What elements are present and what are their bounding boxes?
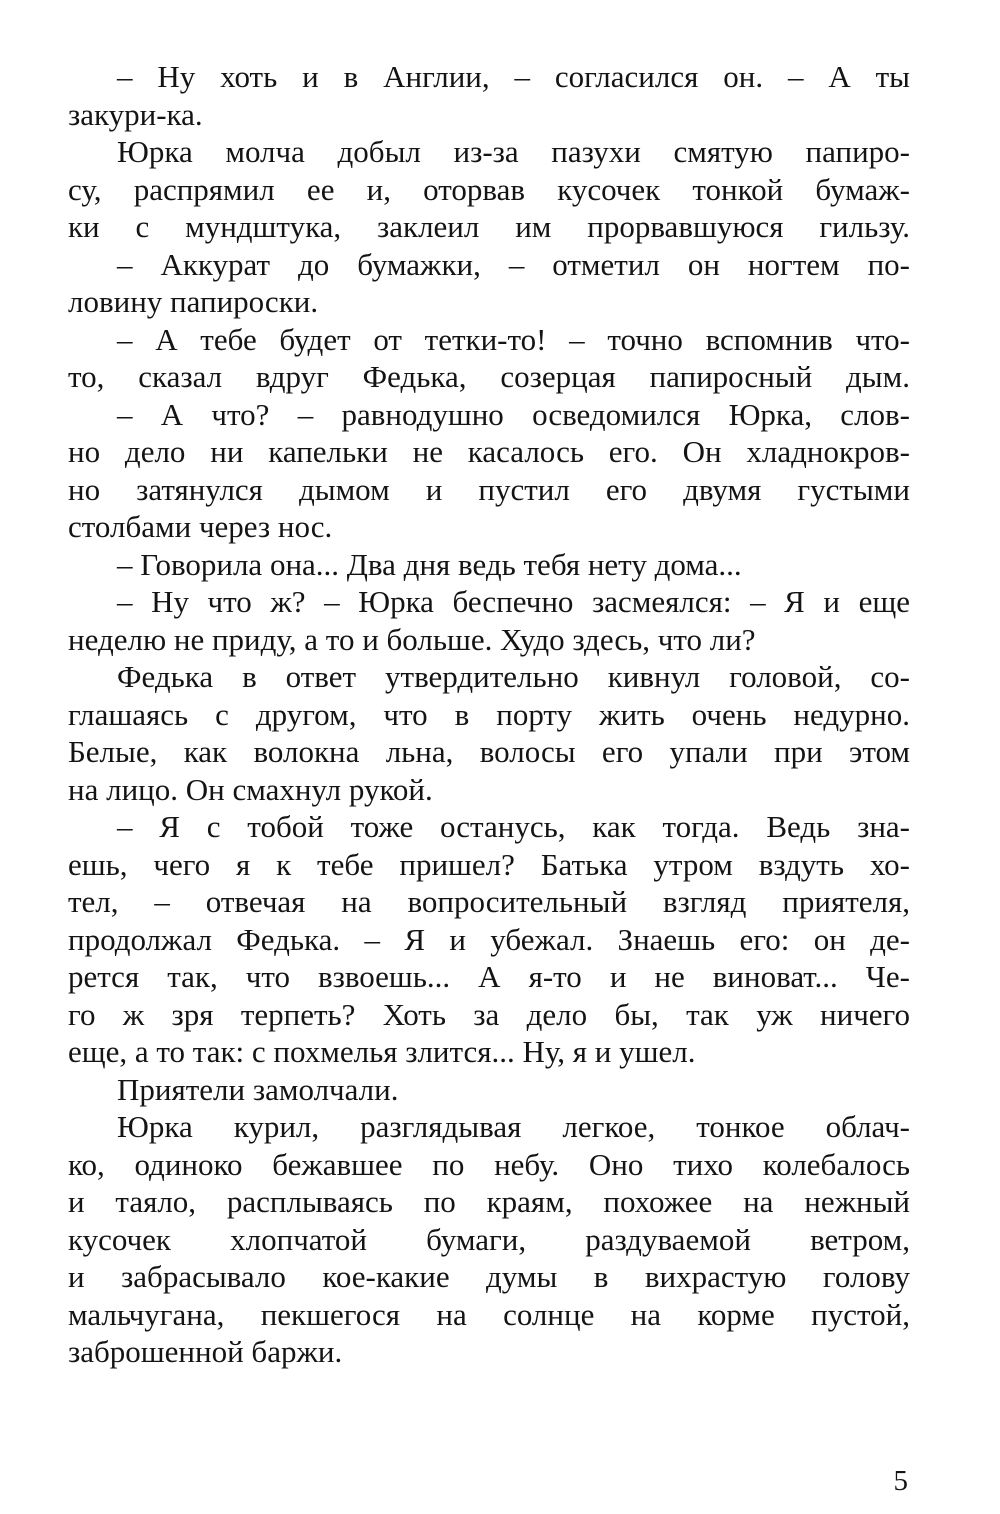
text-line: тел, – отвечая на вопросительный взгляд приятеля, [68,884,910,919]
text-line: ешь, чего я к тебе пришел? Батька утром вздуть хо- [68,846,910,882]
text-line: го ж зря терпеть? Хоть за дело бы, так уж ничего [68,996,910,1032]
text-line: – Я с тобой тоже останусь, как тогда. Ведь зна- [117,809,910,844]
text-line: ко, одиноко бежавшее по небу. Оно тихо колебалось [68,1146,910,1182]
text-line: и забрасывало кое-какие думы в вихрастую голову [68,1259,910,1294]
text-line: заброшенной баржи. [68,1334,343,1369]
text-line: Федька в ответ утвердительно кивнул головой, со- [117,659,910,694]
text-line: но затянулся дымом и пустил его двумя густыми [68,471,910,507]
text-line: – Аккурат до бумажки, – отметил он ногтем по- [117,246,910,282]
text-line: – Ну что ж? – Юрка беспечно засмеялся: – Я и еще [117,584,910,619]
text-line: и таяло, расплываясь по краям, похожее на нежный [68,1184,910,1219]
text-line: су, распрямил ее и, оторвав кусочек тонкой бумаж- [68,171,910,207]
text-line: еще, а то так: с похмелья злится... Ну, я и ушел. [68,1034,696,1069]
text-line: – Ну хоть и в Англии, – согласился он. – А ты [117,59,910,94]
text-line: но дело ни капельки не касалось его. Он хладнокров- [68,434,910,469]
text-line: Приятели замолчали. [117,1071,399,1107]
text-line: кусочек хлопчатой бумаги, раздуваемой ветром, [68,1221,910,1257]
text-line: глашаясь с другом, что в порту жить очень недурно. [68,696,910,732]
text-line: рется так, что взвоешь... А я-то и не виноват... Че- [68,959,910,994]
text-line: столбами через нос. [68,509,333,544]
text-line: – А тебе будет от тетки-то! – точно вспомнив что- [117,321,910,357]
text-line: неделю не приду, а то и больше. Худо здесь, что ли? [68,621,756,657]
text-line: мальчугана, пекшегося на солнце на корме пустой, [68,1296,910,1332]
text-line: Юрка молча добыл из-за пазухи смятую папиро- [117,134,910,169]
text-line: на лицо. Он смахнул рукой. [68,771,433,807]
text-line: то, сказал вдруг Федька, созерцая папиросный дым. [68,359,910,394]
text-line: ки с мундштука, заклеил им прорвавшуюся гильзу. [68,209,910,244]
text-line: – Говорила она... Два дня ведь тебя нету дома... [117,546,742,582]
text-line: Белые, как волокна льна, волосы его упали при этом [68,734,910,769]
text-line: ловину папироски. [68,284,319,319]
page-text [68,58,910,1371]
text-line: Юрка курил, разглядывая легкое, тонкое облач- [117,1109,910,1144]
text-line: – А что? – равнодушно осведомился Юрка, слов- [117,396,910,432]
page-number: 5 [893,1465,908,1497]
text-line: продолжал Федька. – Я и убежал. Знаешь его: он де- [68,921,910,957]
text-line: закури-ка. [68,96,203,132]
